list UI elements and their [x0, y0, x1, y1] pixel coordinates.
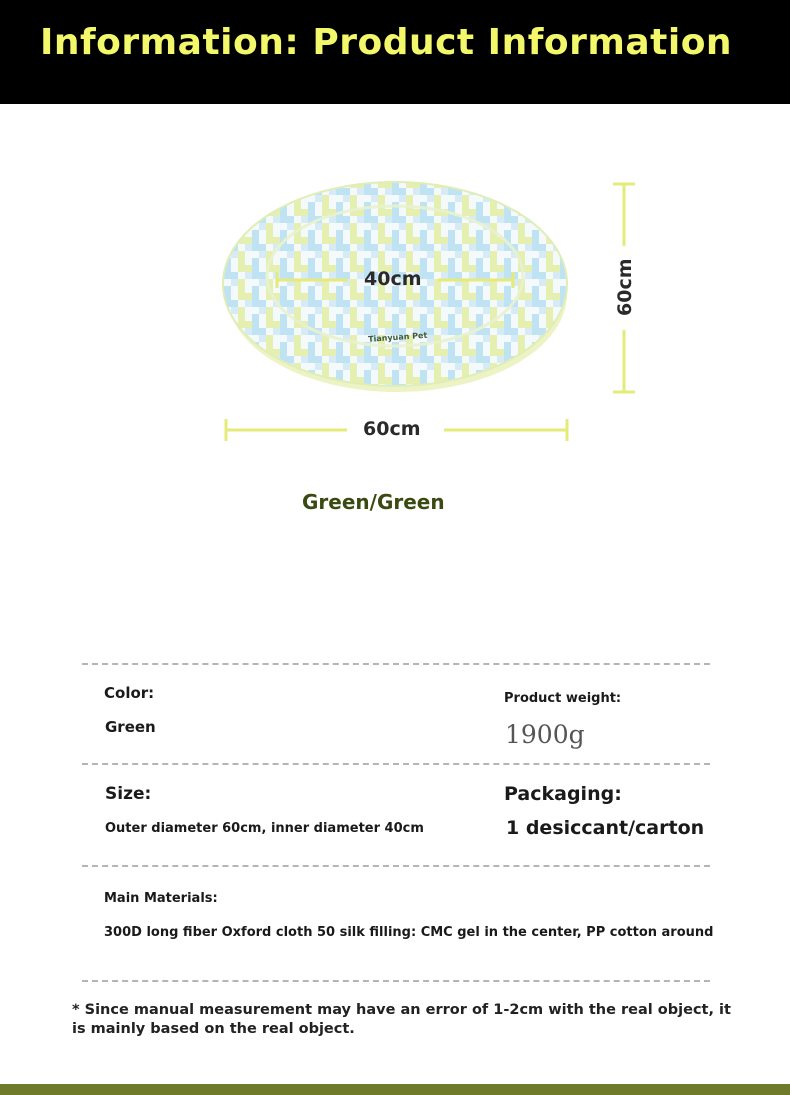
pet-mat-image	[0, 104, 790, 544]
product-figure	[0, 104, 790, 544]
packaging-label: Packaging:	[504, 783, 622, 805]
footer-bar	[0, 1084, 790, 1095]
header-banner	[0, 0, 790, 104]
materials-value: 300D long fiber Oxford cloth 50 silk filling: CMC gel in the center, PP cotton around	[104, 925, 714, 940]
weight-value: 1900g	[505, 720, 585, 749]
materials-label: Main Materials:	[104, 891, 218, 906]
height-label: 60cm	[614, 258, 636, 316]
size-label: Size:	[105, 784, 152, 804]
width-label: 60cm	[363, 418, 421, 440]
brand-print: Tianyuan Pet	[367, 330, 428, 344]
divider	[82, 763, 710, 765]
packaging-value: 1 desiccant/carton	[506, 817, 705, 839]
inner-diameter-label: 40cm	[364, 268, 422, 290]
color-label: Color:	[104, 684, 155, 702]
page-title: Information: Product Information	[40, 22, 733, 63]
weight-label: Product weight:	[504, 691, 622, 706]
size-value: Outer diameter 60cm, inner diameter 40cm	[105, 821, 424, 836]
measurement-note: * Since manual measurement may have an error of 1-2cm with the real object, it is mainly based on the real object.	[72, 1002, 731, 1037]
color-value: Green	[105, 718, 156, 736]
color-caption: Green/Green	[302, 490, 445, 514]
divider	[82, 865, 710, 867]
divider	[82, 980, 710, 982]
divider	[82, 663, 710, 665]
